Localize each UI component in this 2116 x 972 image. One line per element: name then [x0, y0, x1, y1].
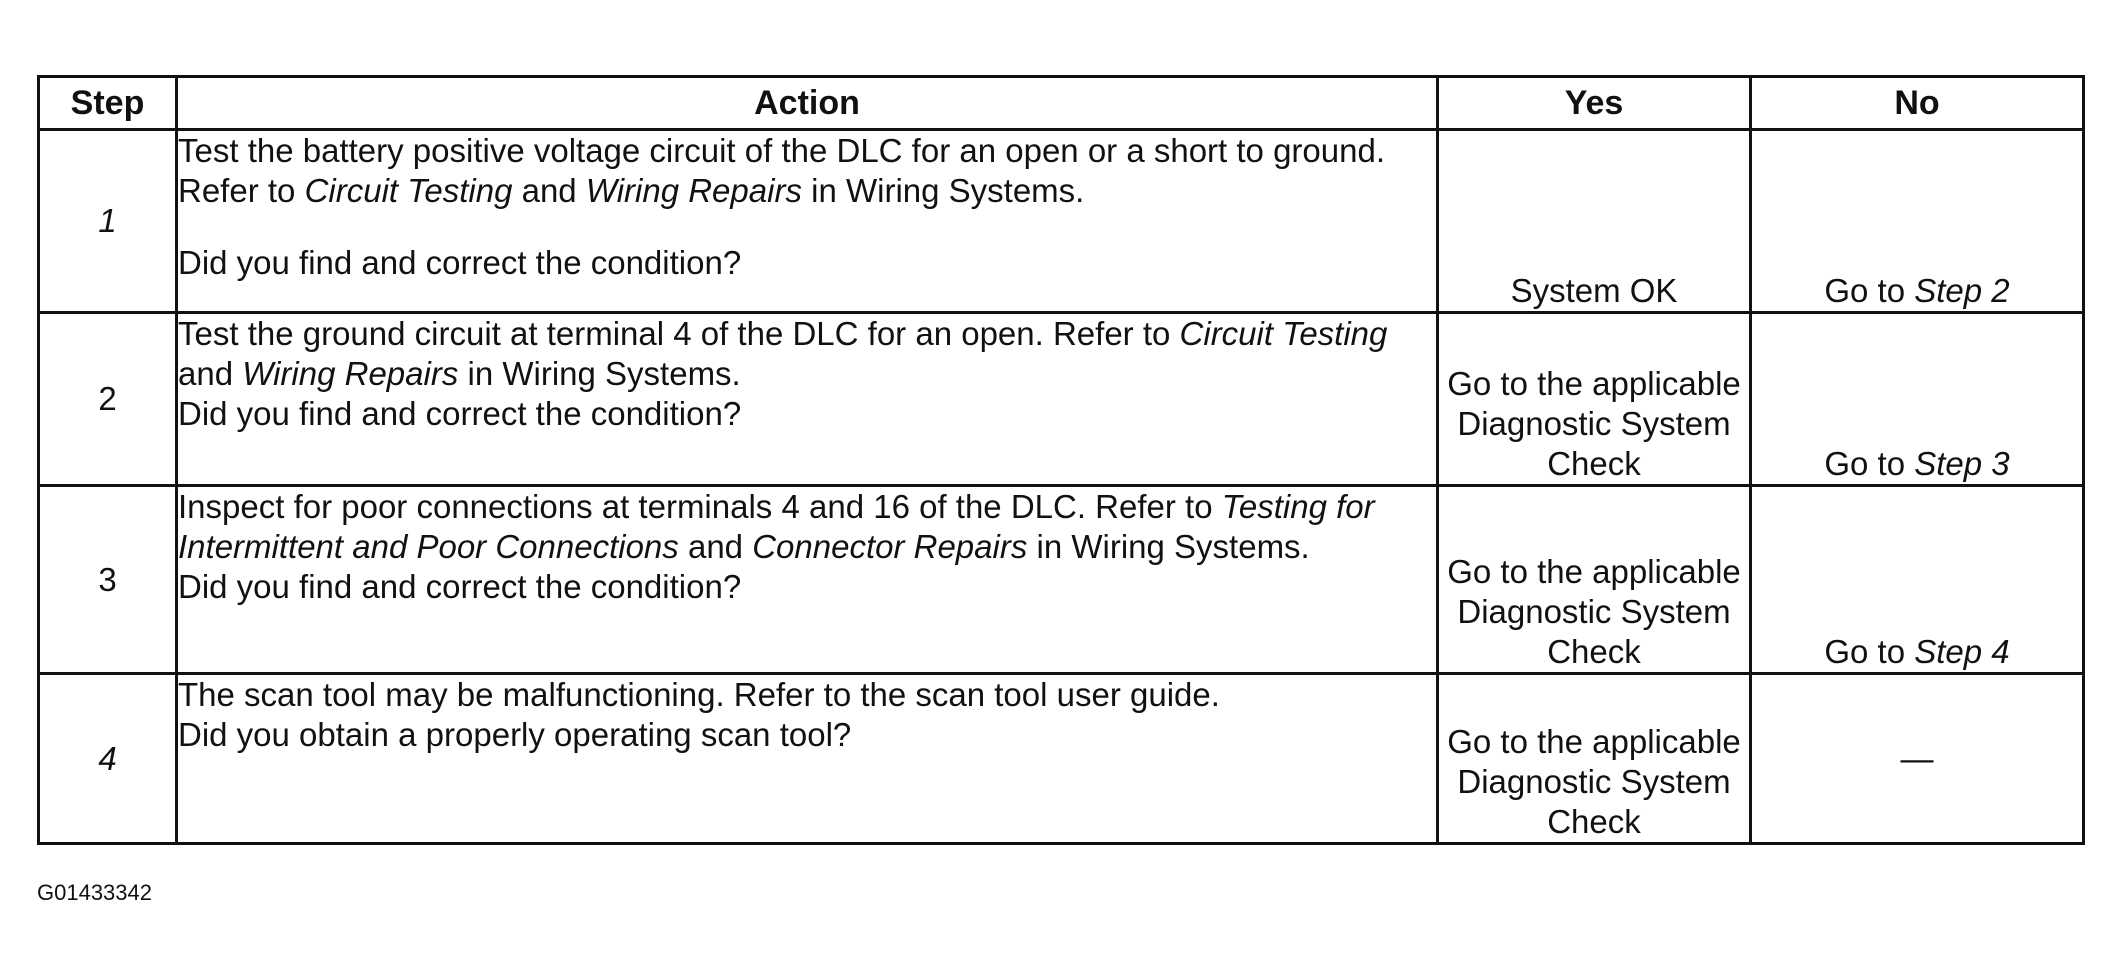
no-result: Go to Step 4	[1751, 486, 2084, 674]
header-row	[39, 77, 2084, 130]
figure-code: G01433342	[37, 880, 152, 905]
step-number: 3	[39, 486, 177, 674]
action-text: Test the ground circuit at terminal 4 of the DLC for an open. Refer to Circuit Testing and Wiring Repairs in Wiring Systems.	[178, 315, 1388, 392]
header-no: No	[1751, 77, 2084, 130]
diagnostic-table	[37, 75, 2085, 845]
action-cell	[177, 486, 1438, 674]
question-text: Did you obtain a properly operating scan tool?	[178, 716, 852, 753]
no-result: Go to Step 2	[1751, 130, 2084, 313]
action-cell	[177, 674, 1438, 844]
action-cell	[177, 313, 1438, 486]
step-reference: Step 2	[1914, 272, 2010, 309]
question-text: Did you find and correct the condition?	[178, 244, 742, 281]
header-step: Step	[39, 77, 177, 130]
step-number: 4	[39, 674, 177, 844]
header-yes: Yes	[1438, 77, 1751, 130]
action-cell	[177, 130, 1438, 313]
no-result: Go to Step 3	[1751, 313, 2084, 486]
step-reference: Step 4	[1914, 633, 2010, 670]
yes-result: Go to the applicable Diagnostic System Check	[1438, 674, 1751, 844]
question-text: Did you find and correct the condition?	[178, 395, 742, 432]
table-row	[39, 674, 2084, 844]
action-text: The scan tool may be malfunctioning. Refer to the scan tool user guide.	[178, 676, 1220, 713]
header-action: Action	[177, 77, 1438, 130]
step-number: 1	[39, 130, 177, 313]
step-number: 2	[39, 313, 177, 486]
step-reference: Step 3	[1914, 445, 2010, 482]
action-text: Test the battery positive voltage circuit of the DLC for an open or a short to ground. Refer to Circuit Testing and Wiring Repairs in Wiring Systems.	[178, 132, 1385, 209]
table-row	[39, 313, 2084, 486]
no-result: —	[1751, 674, 2084, 844]
question-text: Did you find and correct the condition?	[178, 568, 742, 605]
yes-result: Go to the applicable Diagnostic System Check	[1438, 313, 1751, 486]
yes-result: Go to the applicable Diagnostic System Check	[1438, 486, 1751, 674]
table-row	[39, 486, 2084, 674]
yes-result: System OK	[1438, 130, 1751, 313]
table-row	[39, 130, 2084, 313]
action-text: Inspect for poor connections at terminals 4 and 16 of the DLC. Refer to Testing for Intermittent and Poor Connections and Connector Repairs in Wiring Systems.	[178, 488, 1375, 565]
